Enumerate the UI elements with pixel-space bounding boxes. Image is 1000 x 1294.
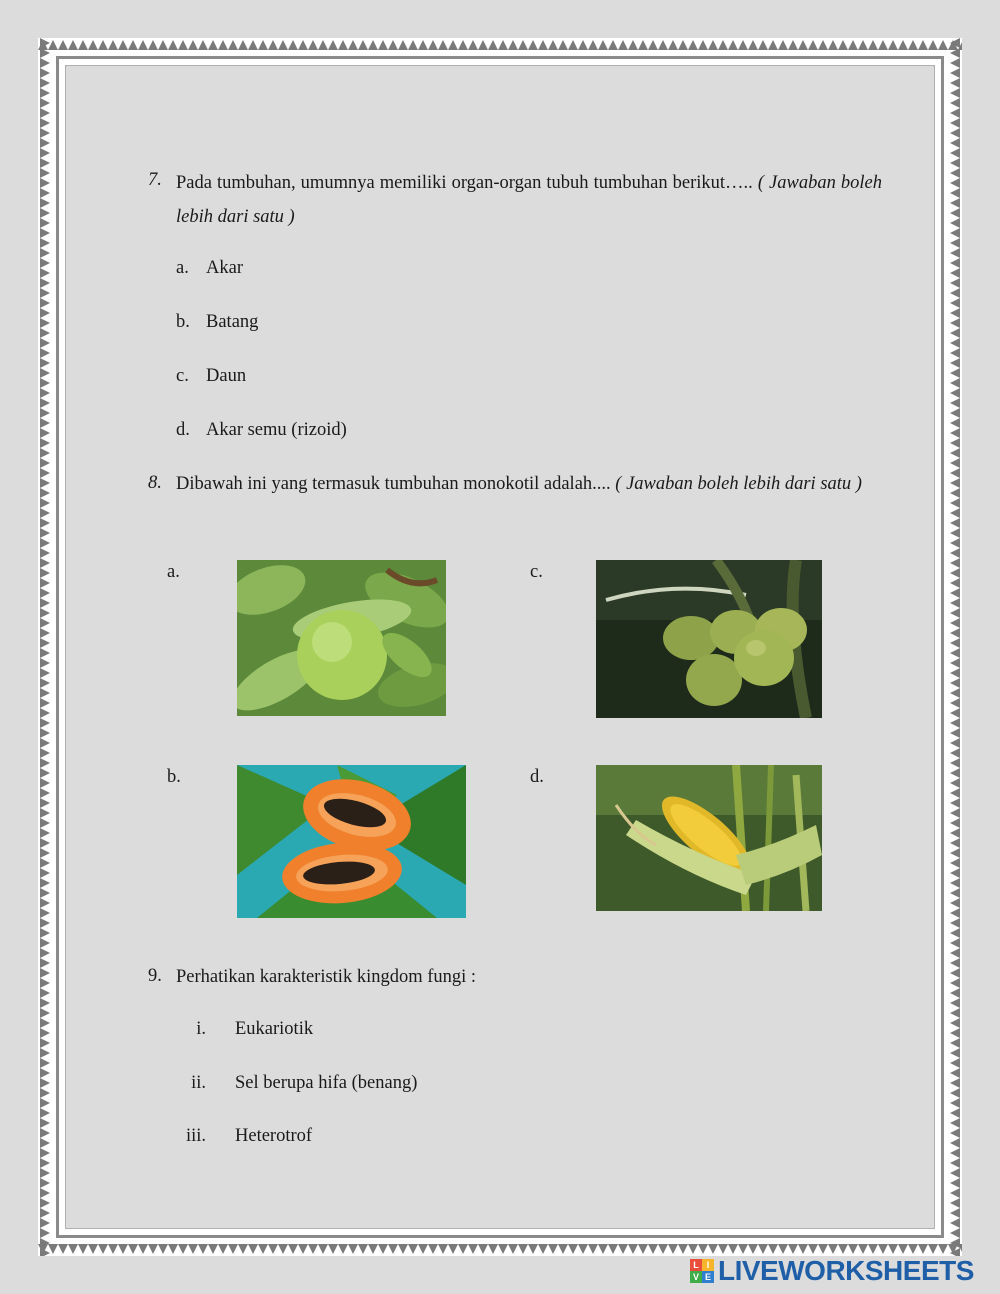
q9-text: Perhatikan karakteristik kingdom fungi : (176, 967, 477, 987)
q7-text (176, 166, 882, 234)
q9-item-3: Heterotrof (235, 1126, 313, 1146)
q7-option-b-letter: b. (176, 312, 190, 332)
logo-letter-i: I (702, 1259, 714, 1271)
q8-option-d-letter: d. (530, 767, 544, 787)
q8-text (176, 467, 882, 501)
q7-option-a-letter: a. (176, 258, 189, 278)
coconut-photo[interactable] (596, 560, 822, 718)
q7-option-c[interactable]: Daun (206, 366, 247, 386)
q7-option-a[interactable]: Akar (206, 258, 243, 278)
q7-option-d[interactable]: Akar semu (rizoid) (206, 420, 347, 440)
q8-note: ( Jawaban boleh lebih dari satu ) (615, 474, 862, 494)
q7-number: 7. (148, 170, 162, 190)
logo-letter-v: V (690, 1271, 702, 1283)
q8-option-c-letter: c. (530, 562, 543, 582)
q9-item-1-numeral: i. (196, 1019, 206, 1039)
frame-right-border (948, 38, 962, 1256)
logo-letter-l: L (690, 1259, 702, 1271)
q9-item-2-numeral: ii. (191, 1073, 206, 1093)
q7-option-d-letter: d. (176, 420, 190, 440)
frame-left-border (38, 38, 52, 1256)
q8-option-a-letter: a. (167, 562, 180, 582)
q7-note: ( Jawaban boleh lebih dari satu ) (176, 173, 882, 227)
liveworksheets-logo (690, 1256, 974, 1286)
q9-number: 9. (148, 966, 162, 986)
q9-item-3-numeral: iii. (185, 1126, 206, 1146)
q7-option-b[interactable]: Batang (206, 312, 259, 332)
q8-number: 8. (148, 473, 162, 493)
frame-top-border (38, 38, 962, 52)
corn-photo[interactable] (596, 765, 822, 911)
q8-question: Dibawah ini yang termasuk tumbuhan monokotil adalah.... (176, 474, 616, 494)
q8-option-b-letter: b. (167, 767, 181, 787)
liveworksheets-logo-text: LIVEWORKSHEETS (718, 1255, 974, 1286)
guava-photo[interactable] (237, 560, 446, 716)
papaya-photo[interactable] (237, 765, 466, 918)
q9-item-1: Eukariotik (235, 1019, 314, 1039)
liveworksheets-logo-icon (690, 1259, 714, 1283)
frame-bottom-border (38, 1242, 962, 1256)
q7-question: Pada tumbuhan, umumnya memiliki organ-organ tubuh tumbuhan berikut….. (176, 173, 758, 193)
q9-item-2: Sel berupa hifa (benang) (235, 1073, 418, 1093)
logo-letter-e: E (702, 1271, 714, 1283)
q7-option-c-letter: c. (176, 366, 189, 386)
